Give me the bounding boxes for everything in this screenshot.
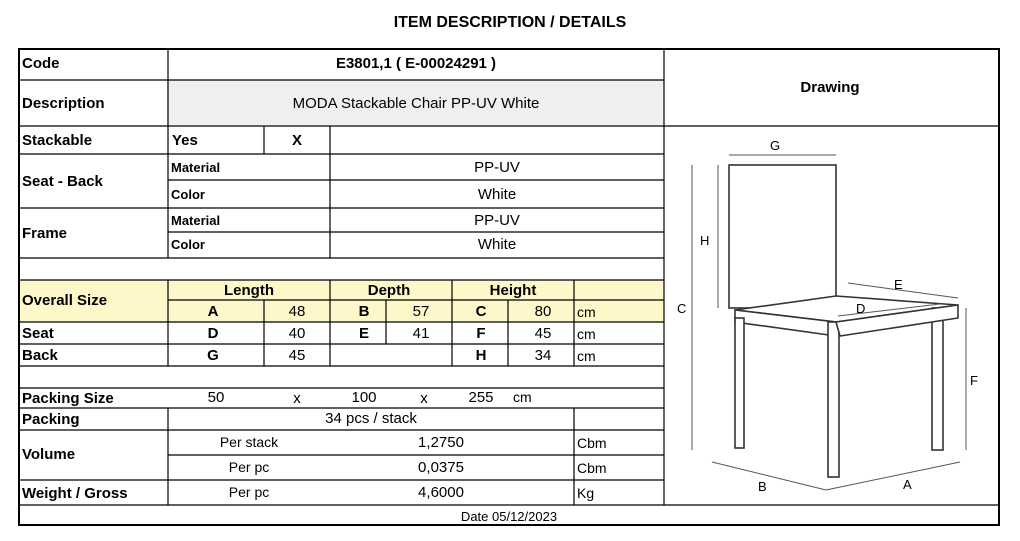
frame-color: White — [477, 236, 517, 253]
chair-leg-back-left — [735, 318, 744, 448]
dim-h-label: H — [475, 347, 487, 364]
overall-size-label: Overall Size — [22, 292, 108, 309]
seat-back-material-label: Material — [171, 160, 221, 175]
back-unit: cm — [577, 348, 596, 364]
code-label: Code — [22, 55, 60, 72]
seat-label: Seat — [22, 325, 54, 342]
dim-label-b: B — [758, 479, 767, 494]
length-header: Length — [224, 282, 274, 299]
dim-e-value: 41 — [412, 325, 430, 342]
description-label: Description — [22, 95, 105, 112]
packing-size-depth: 100 — [351, 389, 377, 406]
volume-per-pc-unit: Cbm — [577, 460, 607, 476]
height-header: Height — [489, 282, 537, 299]
stackable-label: Stackable — [22, 132, 93, 149]
packing-size-label: Packing Size — [22, 390, 114, 407]
dim-b-label: B — [358, 303, 370, 320]
frame-material-label: Material — [171, 213, 221, 228]
packing-size-width: 50 — [207, 389, 225, 406]
back-label: Back — [22, 347, 58, 364]
dim-label-g: G — [770, 138, 781, 153]
seat-back-color: White — [477, 186, 517, 203]
code-value: E3801,1 ( E-00024291 ) — [335, 55, 497, 72]
seat-back-material: PP-UV — [474, 159, 520, 176]
page-title: ITEM DESCRIPTION / DETAILS — [393, 14, 627, 31]
dim-g-label: G — [207, 347, 219, 364]
overall-unit: cm — [577, 304, 596, 320]
seat-unit: cm — [577, 326, 596, 342]
dim-e-label: E — [358, 325, 370, 342]
description-value: MODA Stackable Chair PP-UV White — [292, 95, 540, 112]
dim-label-d: D — [856, 301, 866, 316]
frame-color-label: Color — [171, 237, 205, 252]
dim-a-label: A — [207, 303, 219, 320]
depth-header: Depth — [367, 282, 411, 299]
date: Date 05/12/2023 — [460, 509, 558, 524]
dim-label-e: E — [894, 277, 903, 292]
weight-per-pc-label: Per pc — [228, 484, 270, 500]
stackable-mark: X — [291, 132, 303, 149]
chair-back-panel — [729, 165, 836, 308]
drawing-label: Drawing — [800, 79, 860, 96]
packing-size-unit: cm — [513, 389, 532, 405]
packing-label: Packing — [22, 411, 80, 428]
dim-c-value: 80 — [534, 303, 552, 320]
dim-g-value: 45 — [288, 347, 306, 364]
volume-per-stack-unit: Cbm — [577, 435, 607, 451]
volume-per-pc-label: Per pc — [228, 459, 270, 475]
volume-per-stack-label: Per stack — [219, 434, 279, 450]
chair-leg-front — [828, 322, 839, 477]
dim-c-label: C — [475, 303, 487, 320]
weight-label: Weight / Gross — [22, 485, 128, 502]
volume-label: Volume — [22, 446, 76, 463]
dim-a-value: 48 — [288, 303, 306, 320]
stackable-option: Yes — [172, 132, 198, 149]
chair-leg-back-right — [932, 308, 943, 450]
frame-material: PP-UV — [474, 212, 520, 229]
packing-value: 34 pcs / stack — [325, 410, 417, 427]
dim-h-value: 34 — [534, 347, 552, 364]
seat-back-color-label: Color — [171, 187, 205, 202]
dim-label-h: H — [700, 233, 710, 248]
dim-f-label: F — [476, 325, 486, 342]
volume-per-pc-value: 0,0375 — [418, 459, 464, 476]
dim-label-a: A — [903, 477, 912, 492]
dim-d-value: 40 — [288, 325, 306, 342]
dim-f-value: 45 — [534, 325, 552, 342]
dim-label-c: C — [677, 301, 687, 316]
weight-unit: Kg — [577, 485, 595, 501]
packing-size-height: 255 — [468, 389, 494, 406]
dim-b-value: 57 — [412, 303, 430, 320]
seat-back-label: Seat - Back — [22, 173, 103, 190]
dim-label-f: F — [970, 373, 978, 388]
volume-per-stack-value: 1,2750 — [418, 434, 464, 451]
packing-size-x2: x — [420, 390, 428, 407]
dim-d-label: D — [207, 325, 219, 342]
packing-size-x1: x — [293, 390, 301, 407]
frame-label: Frame — [22, 225, 68, 242]
weight-value: 4,6000 — [418, 484, 464, 501]
